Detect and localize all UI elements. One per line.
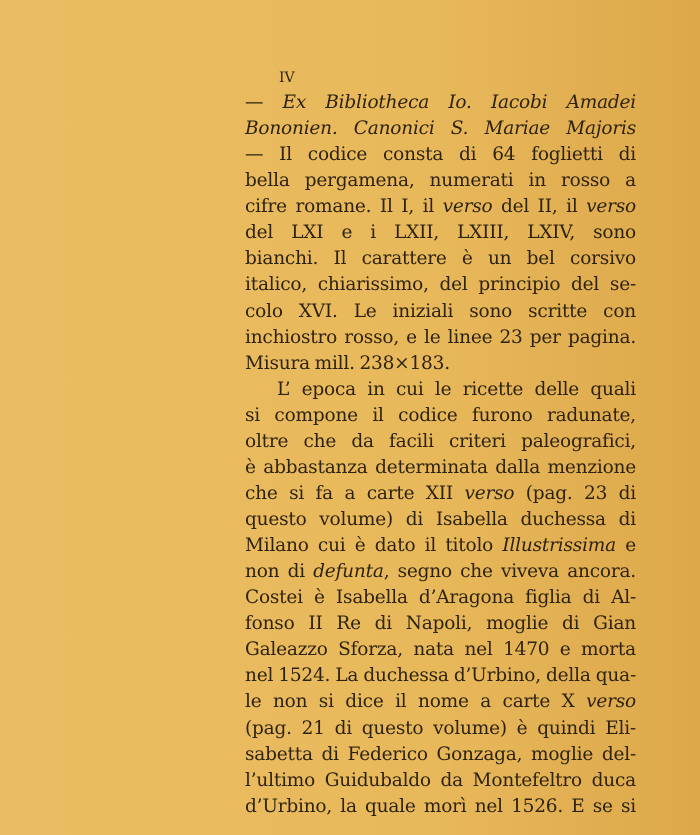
text-segment: fonso II Re di Napoli, moglie di Gian xyxy=(245,613,636,635)
text-line xyxy=(245,194,636,220)
text-line xyxy=(245,246,636,272)
text-line xyxy=(245,403,636,429)
body-text xyxy=(245,90,636,820)
text-segment: è abbastanza determinata dalla menzione xyxy=(245,456,636,478)
text-segment: colo XVI. Le iniziali sono scritte con xyxy=(245,300,636,322)
page-number: IV xyxy=(279,70,295,86)
italic-text: verso xyxy=(464,482,515,504)
text-line xyxy=(245,768,636,794)
text-segment: bianchi. Il carattere è un bel corsivo xyxy=(245,248,636,270)
text-line xyxy=(245,533,636,559)
text-line xyxy=(245,272,636,298)
text-segment: cifre romane. Il I, il xyxy=(245,196,443,218)
text-segment: bella pergamena, numerati in rosso a xyxy=(245,170,636,192)
text-segment: del LXI e i LXII, LXIII, LXIV, sono xyxy=(245,222,636,244)
text-segment: si compone il codice furono radunate, xyxy=(245,404,636,426)
text-segment: che si fa a carte XII xyxy=(245,482,465,504)
text-line xyxy=(245,351,636,377)
book-page xyxy=(245,66,636,820)
text-line xyxy=(245,142,636,168)
text-line xyxy=(245,507,636,533)
italic-text: verso xyxy=(442,196,493,218)
text-line xyxy=(245,689,636,715)
text-line xyxy=(245,481,636,507)
text-line xyxy=(245,716,636,742)
text-segment: italico, chiarissimo, del principio del se- xyxy=(245,274,636,296)
text-segment: le non si dice il nome a carte X xyxy=(245,691,587,713)
text-segment: oltre che da facili criteri paleografici, xyxy=(245,430,636,452)
text-segment: inchiostro rosso, e le linee 23 per pagina. xyxy=(245,326,636,348)
text-line xyxy=(245,116,636,142)
italic-text: defunta xyxy=(313,561,384,583)
text-line xyxy=(245,611,636,637)
text-segment: l’ultimo Guidubaldo da Montefeltro duca xyxy=(245,769,636,791)
text-line xyxy=(245,429,636,455)
italic-text: verso xyxy=(586,691,636,713)
text-line xyxy=(245,663,636,689)
italic-text: verso xyxy=(586,196,636,218)
italic-text: Ex Bibliotheca Io. Iacobi Amadei xyxy=(282,92,637,113)
text-segment: Galeazzo Sforza, nata nel 1470 e morta xyxy=(245,639,636,661)
text-segment: non di xyxy=(245,561,314,583)
text-line xyxy=(245,325,636,351)
text-line xyxy=(245,742,636,768)
text-line xyxy=(245,559,636,585)
italic-text: Illustrissima xyxy=(502,535,616,557)
text-line xyxy=(245,637,636,663)
text-line xyxy=(245,585,636,611)
text-segment: (pag. 21 di questo volume) è quindi Eli- xyxy=(245,717,636,739)
text-segment: nel 1524. La duchessa d’Urbino, della qua- xyxy=(245,665,636,687)
text-segment: questo volume) di Isabella duchessa di xyxy=(245,509,636,530)
text-line xyxy=(245,220,636,246)
text-segment: Milano cui è dato il titolo xyxy=(245,535,503,557)
text-segment: , segno che viveva ancora. xyxy=(383,561,636,583)
text-line xyxy=(245,794,636,820)
text-segment: del II, il xyxy=(492,196,587,218)
text-segment: d’Urbino, la quale morì nel 1526. E se si xyxy=(245,795,636,817)
text-line xyxy=(245,377,636,403)
text-segment: Misura mill. 238×183. xyxy=(245,352,450,374)
text-segment: e xyxy=(615,535,636,557)
text-segment: L’ epoca in cui le ricette delle quali xyxy=(277,378,636,400)
text-segment: — Il codice consta di 64 foglietti di xyxy=(245,144,636,166)
text-line xyxy=(245,168,636,194)
text-line xyxy=(245,299,636,325)
text-segment: (pag. 23 di xyxy=(514,482,637,504)
text-segment: Costei è Isabella d’Aragona figlia di Al- xyxy=(245,587,636,609)
text-line xyxy=(245,90,636,116)
text-line xyxy=(245,455,636,481)
italic-text: Bononien. Canonici S. Mariae Majoris xyxy=(245,118,636,140)
text-segment: — xyxy=(245,92,283,113)
text-segment: sabetta di Federico Gonzaga, moglie del- xyxy=(245,743,636,765)
